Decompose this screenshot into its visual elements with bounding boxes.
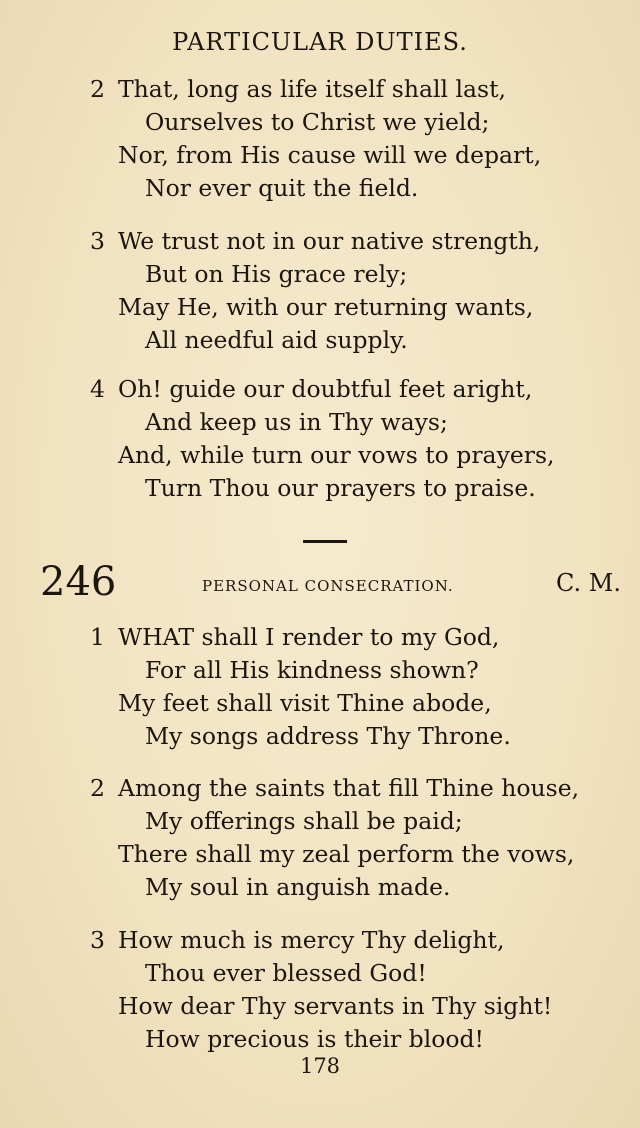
verse-line: May He, with our returning wants, bbox=[118, 293, 534, 321]
verse-line: But on His grace rely; bbox=[145, 260, 408, 288]
verse-line: WHAT shall I render to my God, bbox=[118, 623, 500, 651]
verse-line: And keep us in Thy ways; bbox=[145, 408, 448, 436]
verse-line: How dear Thy servants in Thy sight! bbox=[118, 992, 553, 1020]
verse-line: Oh! guide our doubtful feet aright, bbox=[118, 375, 533, 403]
verse-line: My offerings shall be paid; bbox=[145, 807, 463, 835]
verse-line: How precious is their blood! bbox=[145, 1025, 484, 1053]
section-divider bbox=[303, 540, 347, 543]
hymn-meter: C. M. bbox=[556, 569, 621, 597]
hymn-number: 246 bbox=[40, 559, 117, 605]
verse-line: My soul in anguish made. bbox=[145, 873, 451, 901]
verse-number: 4 bbox=[90, 375, 105, 403]
verse-number: 2 bbox=[90, 774, 105, 802]
verse-line: Nor ever quit the field. bbox=[145, 174, 419, 202]
verse-number: 3 bbox=[90, 227, 105, 255]
page-number: 178 bbox=[299, 1054, 341, 1078]
verse-line: Turn Thou our prayers to praise. bbox=[145, 474, 536, 502]
verse-line: My feet shall visit Thine abode, bbox=[118, 689, 492, 717]
verse-line: How much is mercy Thy delight, bbox=[118, 926, 505, 954]
hymn-title: PERSONAL CONSECRATION. bbox=[202, 577, 454, 595]
verse-line: For all His kindness shown? bbox=[145, 656, 479, 684]
verse-line: Thou ever blessed God! bbox=[145, 959, 427, 987]
verse-number: 2 bbox=[90, 75, 105, 103]
verse-line: All needful aid supply. bbox=[145, 326, 408, 354]
verse-line: Ourselves to Christ we yield; bbox=[145, 108, 490, 136]
verse-line: That, long as life itself shall last, bbox=[118, 75, 506, 103]
verse-number: 3 bbox=[90, 926, 105, 954]
verse-line: There shall my zeal perform the vows, bbox=[118, 840, 575, 868]
verse-line: Among the saints that fill Thine house, bbox=[118, 774, 580, 802]
verse-line: We trust not in our native strength, bbox=[118, 227, 541, 255]
verse-number: 1 bbox=[90, 623, 105, 651]
running-header: PARTICULAR DUTIES. bbox=[172, 28, 468, 56]
verse-line: Nor, from His cause will we depart, bbox=[118, 141, 542, 169]
verse-line: My songs address Thy Throne. bbox=[145, 722, 511, 750]
verse-line: And, while turn our vows to prayers, bbox=[118, 441, 555, 469]
